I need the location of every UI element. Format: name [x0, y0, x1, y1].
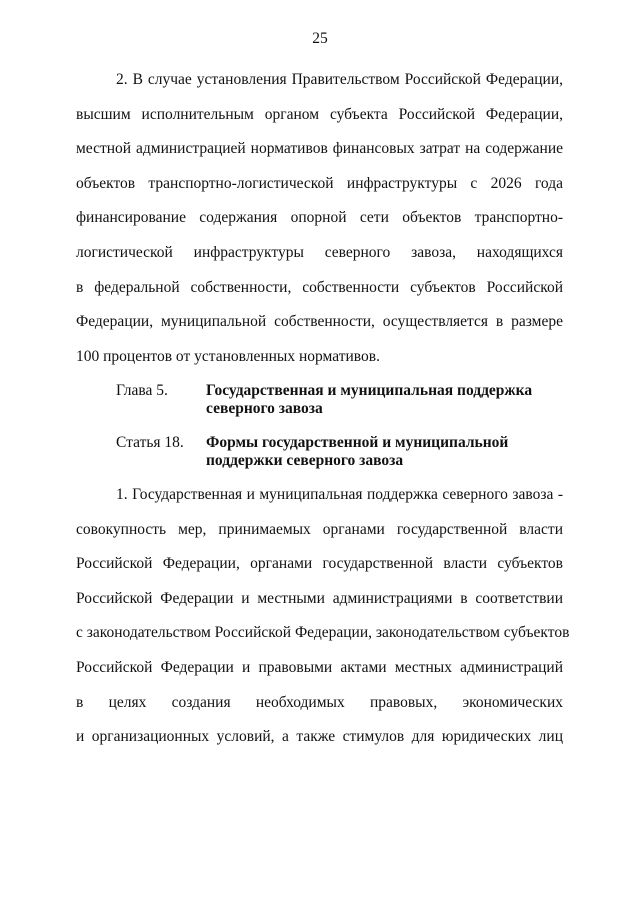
text-line: Российской Федерации и местными администрациями в соответствии: [76, 589, 563, 607]
text-line: в целях создания необходимых правовых, экономических: [76, 693, 563, 711]
page-number: 25: [312, 30, 328, 47]
text-line: финансирование содержания опорной сети объектов транспортно-: [76, 209, 563, 227]
article-title: [206, 434, 556, 470]
text-line: совокупность мер, принимаемых органами государственной власти: [76, 520, 563, 538]
text-line: объектов транспортно-логистической инфраструктуры с 2026 года: [76, 174, 563, 192]
chapter-title-line: северного завоза: [206, 400, 323, 417]
text-line: логистической инфраструктуры северного завоза, находящихся: [76, 243, 563, 261]
text-line: 100 процентов от установленных нормативов.: [76, 347, 380, 365]
text-line: 2. В случае установления Правительством Российской Федерации,: [116, 71, 563, 88]
text-line: высшим исполнительным органом субъекта Российской Федерации,: [76, 105, 563, 123]
text-line: в федеральной собственности, собственности субъектов Российской: [76, 278, 563, 296]
paragraph-2: [76, 478, 570, 755]
text-line: Российской Федерации, органами государственной власти субъектов: [76, 555, 563, 573]
text-line: Федерации, муниципальной собственности, осуществляется в размере: [76, 313, 563, 331]
text-line: и организационных условий, а также стимулов для юридических лиц: [76, 728, 563, 746]
text-line: местной администрацией нормативов финансовых затрат на содержание: [76, 140, 563, 158]
chapter-title-line: Государственная и муниципальная поддержка: [206, 382, 533, 399]
text-line: Российской Федерации и правовыми актами местных администраций: [76, 658, 563, 676]
paragraph-1: [76, 63, 563, 374]
article-label: Статья 18.: [116, 434, 184, 451]
chapter-title: [206, 382, 556, 418]
article-title-line: поддержки северного завоза: [206, 452, 404, 469]
text-line: 1. Государственная и муниципальная поддержка северного завоза -: [116, 486, 563, 503]
article-title-line: Формы государственной и муниципальной: [206, 434, 509, 451]
chapter-label: Глава 5.: [116, 382, 168, 399]
text-line: с законодательством Российской Федерации, законодательством субъектов: [76, 624, 570, 642]
